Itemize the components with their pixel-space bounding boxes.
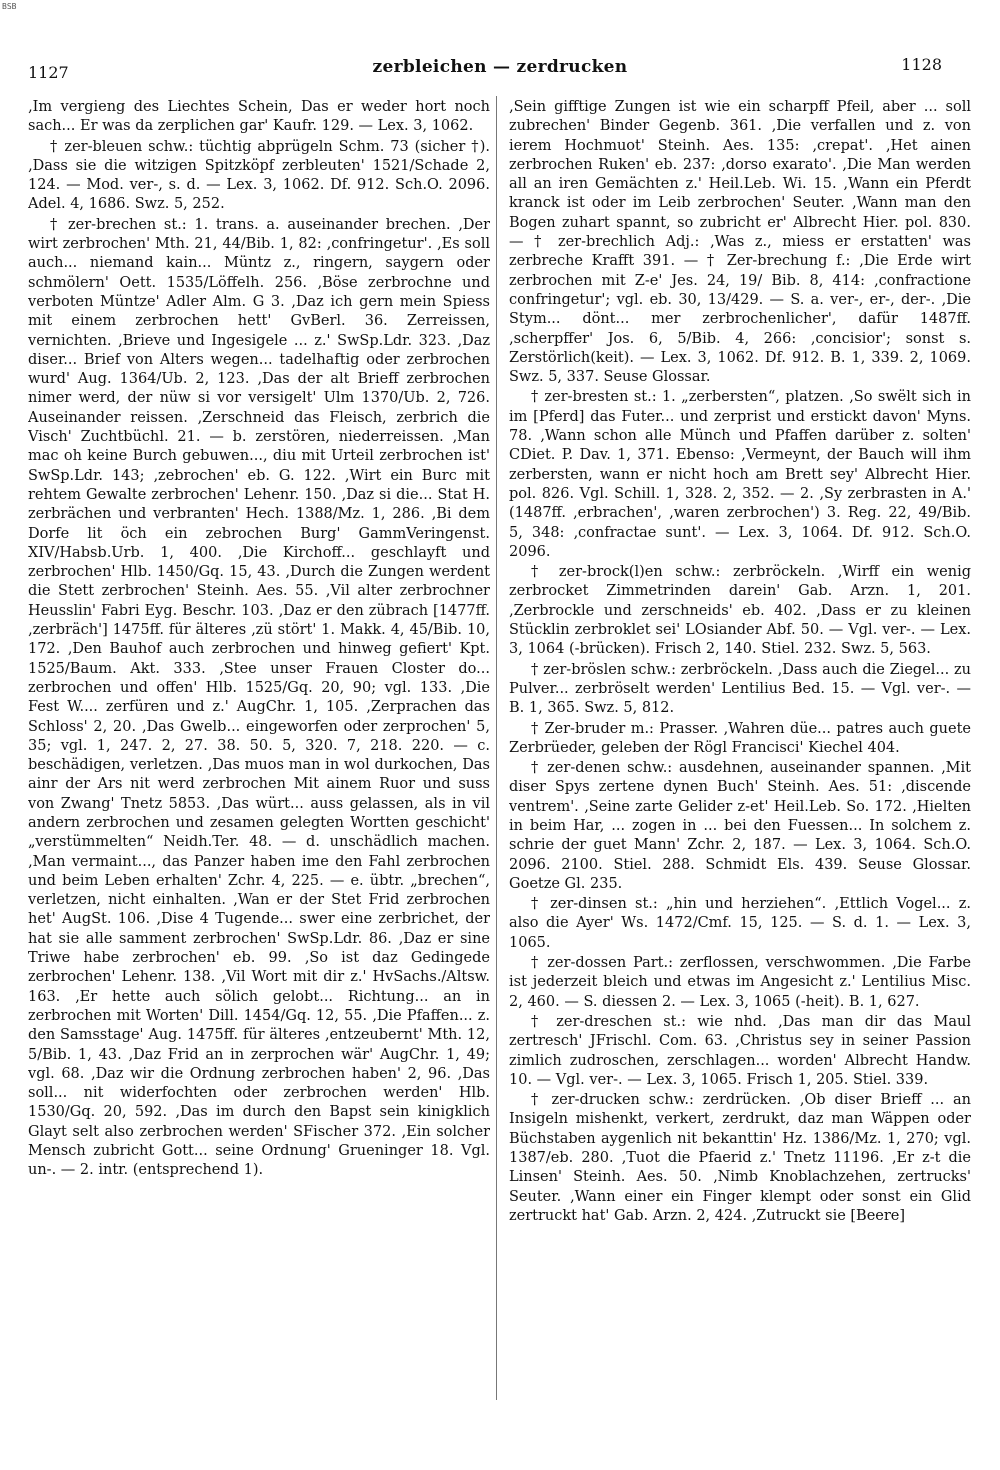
entry-zer-bresten: † zer-bresten st.: 1. „zerbersten“, platzen. ‚So swëlt sich in im [Pferd] das Futer... und zerprist und erstickt davon' Myns. 78. ‚Wann schon alle Münch und Pfaffen darüber z. solten' CDiet. P. Dav. 1, 371. Ebenso: ‚Vermeynt, der Bauch will ihm zerbersten, wann er nicht hoch am Brett sey' Albrecht Hier. pol. 826. Vgl. Schill. 1, 328. 2, 352. — 2. ‚Sy zerbrasten in A.' (1487ff. ‚erbrachen', ‚waren zerbrochen') 3. Reg. 22, 49/Bib. 5, 348: ‚confractae sunt'. — Lex. 3, 1064. Df. 912. Sch.O. 2096.	[509, 389, 971, 560]
entry-zer-dinsen: † zer-dinsen st.: „hin und herziehen“. ‚Ettlich Vogel... z. also die Ayer' Ws. 1472/Cmf. 15, 125. — S. d. 1. — Lex. 3, 1065.	[509, 896, 971, 951]
page-number-right: 1128	[901, 55, 942, 74]
left-column	[28, 98, 490, 1448]
entry-zer-bleuen: † zer-bleuen schw.: tüchtig abprügeln Schm. 73 (sicher †). ‚Dass sie die witzigen Spitzköpf zerbleuten' 1521/Schade 2, 124. — Mod. ver-, s. d. — Lex. 3, 1062. Df. 912. Sch.O. 2096. Adel. 4, 1686. Swz. 5, 252.	[28, 138, 490, 213]
entry-zer-drucken: † zer-drucken schw.: zerdrücken. ‚Ob diser Brieff ... an Insigeln mishenkt, verkert, zerdrukt, daz man Wäppen oder Büchstaben aygenlich nit bekanttin' Hz. 1386/Mz. 1, 270; vgl. 1387/eb. 280. ‚Tuot die Pfaerid z.' Tnetz 11196. ‚Er z-t die Linsen' Steinh. Aes. 50. ‚Nimb Knoblachzehen, zertrucks' Seuter. ‚Wann einer ein Finger klempt oder sonst ein Glid zertruckt hat' Gab. Arzn. 2, 424. ‚Zutruckt sie [Beere]	[509, 1092, 971, 1224]
entry-zer-broslen: † zer-bröslen schw.: zerbröckeln. ‚Dass auch die Ziegel... zu Pulver... zerbröselt werden' Lentilius Bed. 15. — Vgl. ver-. — B. 1, 365. Swz. 5, 812.	[509, 661, 971, 717]
entry-zer-bruder: † Zer-bruder m.: Prasser. ‚Wahren düe... patres auch guete Zerbrüeder, geleben der Rögl Francisci' Kiechel 404.	[509, 720, 971, 756]
entry-zer-dreschen: † zer-dreschen st.: wie nhd. ‚Das man dir das Maul zertresch' JFrischl. Com. 63. ‚Christus sey in seiner Passion zimlich zudroschen, zerschlagen... worden' Albrecht Handw. 10. — Vgl. ver-. — Lex. 3, 1065. Frisch 1, 205. Stiel. 339.	[509, 1013, 971, 1088]
library-mark: BSB	[2, 2, 17, 11]
running-title: zerbleichen — zerdrucken	[372, 57, 628, 77]
column-divider	[496, 96, 497, 1400]
entry-zer-denen: † zer-denen schw.: ausdehnen, auseinander spannen. ‚Mit diser Spys zertene dynen Buch' Steinh. Aes. 51: ‚discende ventrem'. ‚Seine zarte Gelider z-et' Heil.Leb. So. 172. ‚Hielten in beim Har, ... zogen in ... bei den Fuessen... In solchem z. schrie der guet Mann' Zchr. 2, 187. — Lex. 3, 1064. Sch.O. 2096. 2100. Stiel. 288. Schmidt Els. 439. Seuse Glossar. Goetze Gl. 235.	[509, 760, 971, 892]
page-number-left: 1127	[28, 63, 69, 82]
entry-zer-dossen: † zer-dossen Part.: zerflossen, verschwommen. ‚Die Farbe ist jederzeit bleich und etwas im Angesicht z.' Lentilius Misc. 2, 460. — S. diessen 2. — Lex. 3, 1065 (-heit). B. 1, 627.	[509, 955, 971, 1010]
entry-zer-brockeln: † zer-brock(l)en schw.: zerbröckeln. ‚Wirff ein wenig zerbrocket Zimmetrinden darein' Gab. Arzn. 1, 201. ‚Zerbrockle und zerschneids' eb. 402. ‚Dass er zu kleinen Stücklin zerbroklet sei' LOsiander Abf. 50. — Vgl. ver-. — Lex. 3, 1064 (-brücken). Frisch 2, 140. Stiel. 232. Swz. 5, 563.	[509, 564, 971, 658]
right-column	[509, 98, 971, 1448]
entry-zer-brechen: † zer-brechen st.: 1. trans. a. auseinander brechen. ‚Der wirt zerbrochen' Mth. 21, 44/Bib. 1, 82: ‚confringetur'. ‚Es soll auch... niemand kain... Müntz z., ringern, saygern oder schmölern' Oett. 1535/Löffelh. 256. ‚Böse zerbrochne und verboten Müntze' Adler Alm. G 3. ‚Daz ich gern mein Spiess mit einem zerbrochen hett' GvBerl. 36. Zerreissen, vernichten. ‚Brieve und Ingesigele ... z.' SwSp.Ldr. 323. ‚Daz diser... Brief von Alters wegen... tadelhaftig oder zerbrochen wurd' Aug. 1364/Ub. 2, 123. ‚Das der alt Brieff zerbrochen nimer werd, der nüw si vor versigelt' Ulm 1370/Ub. 2, 726. Auseinander reissen. ‚Zerschneid das Fleisch, zerbrich die Visch' Zuchtbüchl. 21. — b. zerstören, niederreissen. ‚Man mac oh keine Burch gebuwen..., diu mit Urteil zerbrochen ist' SwSp.Ldr. 143; ‚zebrochen' eb. G. 122. ‚Wirt ein Burc mit rehtem Gewalte zerbrochen' Lehenr. 150. ‚Daz si die... Stat H. zerbrächen und verbranten' Hech. 1388/Mz. 1, 286. ‚Bi dem Dorfe lit öch ein zebrochen Burg' GammVeringenst. XIV/Habsb.Urb. 1, 400. ‚Die Kirchoff... geschlayft und zerbrochen' Hlb. 1450/Gq. 15, 43. ‚Durch die Zungen werdent die Stett zerbrochen' Steinh. Aes. 55. ‚Vil alter zerbrochner Heusslin' Fabri Eyg. Beschr. 103. ‚Daz er den zübrach [1477ff. ‚zerbräch'] 1475ff. für älteres ‚zü stört' 1. Makk. 4, 45/Bib. 10, 172. ‚Den Bauhof auch zerbrochen und hinweg gefiert' Kpt. 1525/Baum. Akt. 333. ‚Stee unser Frauen Closter do... zerbrochen und offen' Hlb. 1525/Gq. 20, 90; vgl. 133. ‚Die Fest W.... zerfüren und z.' AugChr. 1, 105. ‚Zerprachen das Schloss' 2, 20. ‚Das Gwelb... eingeworfen oder zerprochen' 5, 35; vgl. 1, 247. 2, 27. 38. 50. 5, 320. 7, 218. 220. — c. beschädigen, verletzen. ‚Das muos man in wol durkochen, Das ainr der Ars nit werd zerbrochen Mit ainem Ruor und suss von Zwang' Tnetz 5853. ‚Das würt... auss gelassen, als in vil andern zerbrochen und zesamen gelegten Wortten geschicht' „verstümmelten“ Neidh.Ter. 48. — d. unschädlich machen. ‚Man vermaint..., das Panzer haben ime den Fahl zerbrochen und beim Leben erhalten' Zchr. 4, 225. — e. übtr. „brechen“, verletzen, nicht einhalten. ‚Wan er der Stet Frid zerbrochen het' AugSt. 106. ‚Dise 4 Tugende... swer eine zerbrichet, der hat sie alle samment zerbrochen' SwSp.Ldr. 86. ‚Daz er sine Triwe habe zerbrochen' eb. 99. ‚So ist daz Gedingede zerbrochen' Lehenr. 138. ‚Vil Wort mit dir z.' HvSachs./Altsw. 163. ‚Er hette auch sölich gelobt... Richtung... an in zerbrochen mit Worten' Dill. 1454/Gq. 12, 55. ‚Die Pfaffen... z. den Samsstage' Aug. 1475ff. für älteres ‚entzeubernt' Mth. 12, 5/Bib. 1, 43. ‚Daz Frid an in zerprochen wär' AugChr. 1, 49; vgl. 68. ‚Daz wir die Ordnung zerbrochen haben' 2, 96. ‚Das soll... nit widerfochten oder zerbrochen werden' Hlb. 1530/Gq. 20, 592. ‚Das im durch den Bapst sein kinigklich Glayt selt also zerbrochen werden' SFischer 372. ‚Ein solcher Mensch zubricht Gott... seine Ordnung' Grueninger 18. Vgl. un-. — 2. intr. (entsprechend 1).	[28, 216, 490, 1179]
entry-paragraph: ‚Im vergieng des Liechtes Schein, Das er weder hort noch sach... Er was da zerplichen gar' Kaufr. 129. — Lex. 3, 1062.	[28, 99, 490, 135]
page-header	[0, 55, 1000, 85]
entry-paragraph: ‚Sein gifftige Zungen ist wie ein scharpff Pfeil, aber ... soll zubrechen' Binder Gegenb. 361. ‚Die verfallen und z. von ierem Hochmuot' Steinh. Aes. 135: ‚crepat'. ‚Het ainen zerbrochen Ruken' eb. 237: ‚dorso exarato'. ‚Die Man werden all an iren Gemächten z.' Heil.Leb. Wi. 15. ‚Wann ein Pferdt kranck ist oder im Leib zerbrochen' Seuter. ‚Wann man den Bogen zuhart spannt, so zubricht er' Albrecht Hier. pol. 830. — † zer-brechlich Adj.: ‚Was z., miess er erstatten' was zerbreche Krafft 391. — † Zer-brechung f.: ‚Die Erde wirt zerbrochen mit Z-e' Jes. 24, 19/ Bib. 8, 414: ‚confractione confringetur'; vgl. eb. 30, 13/429. — S. a. ver-, er-, der-. ‚Die Stym... dönt... mer zerbrochenlicher', dafür 1487ff. ‚scherpffer' Jos. 6, 5/Bib. 4, 266: ‚concisior'; sonst s. Zerstörlich(keit). — Lex. 3, 1062. Df. 912. B. 1, 339. 2, 1069. Swz. 5, 337. Seuse Glossar.	[509, 99, 971, 386]
